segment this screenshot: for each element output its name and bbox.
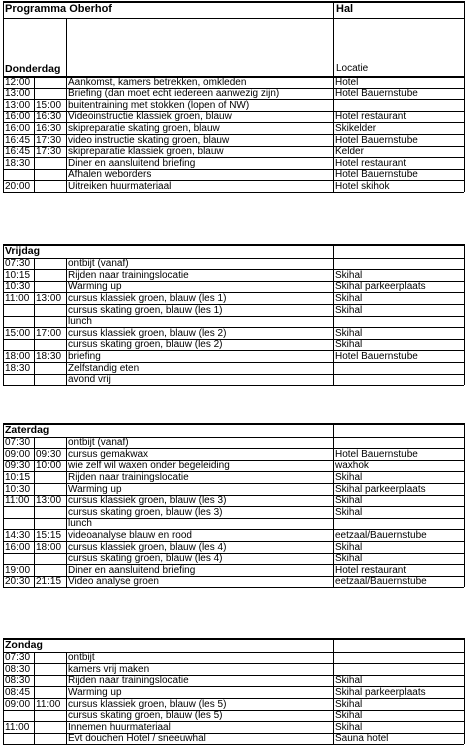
location-text: Hotel Bauernstube bbox=[335, 169, 418, 181]
start-time: 18:30 bbox=[5, 157, 31, 169]
location-text: Hotel Bauernstube bbox=[335, 350, 418, 362]
activity-text: cursus klassiek groen, blauw (les 1) bbox=[68, 292, 227, 304]
day-heading: Donderdag bbox=[5, 63, 61, 75]
locatie-label: Locatie bbox=[336, 63, 369, 74]
activity-text: Diner en aansluitend briefing bbox=[68, 157, 196, 169]
location-text: Skihal bbox=[335, 495, 363, 507]
location-text: Kelder bbox=[335, 146, 364, 158]
location-text: Skihal bbox=[335, 553, 363, 565]
end-time: 16:30 bbox=[36, 111, 62, 123]
end-time: 17:00 bbox=[36, 327, 62, 339]
start-time: 11:00 bbox=[5, 495, 30, 507]
activity-text: cursus klassiek groen, blauw (les 3) bbox=[68, 495, 227, 507]
end-time: 11:00 bbox=[36, 698, 61, 710]
activity-text: Zelfstandig eten bbox=[68, 362, 140, 374]
start-time: 09:00 bbox=[5, 448, 31, 460]
start-time: 16:00 bbox=[5, 111, 31, 123]
activity-text: cursus skating groen, blauw (les 2) bbox=[68, 339, 223, 351]
activity-text: Warming up bbox=[68, 483, 122, 495]
activity-text: wie zelf wil waxen onder begeleiding bbox=[68, 460, 230, 472]
activity-text: lunch bbox=[68, 518, 92, 530]
start-time: 10:15 bbox=[5, 269, 31, 281]
location-text: Hotel Bauernstube bbox=[335, 134, 418, 146]
activity-text: Afhalen weborders bbox=[68, 169, 152, 181]
activity-text: Uitreiken huurmateriaal bbox=[68, 180, 172, 192]
start-time: 09:30 bbox=[5, 460, 31, 472]
activity-text: cursus klassiek groen, blauw (les 4) bbox=[68, 541, 227, 553]
end-time: 17:30 bbox=[36, 146, 62, 158]
location-text: Hotel Bauernstube bbox=[335, 448, 418, 460]
location-text: Skihal bbox=[335, 721, 363, 733]
start-time: 11:00 bbox=[5, 292, 30, 304]
grid-vline bbox=[333, 423, 334, 437]
grid-vline bbox=[464, 638, 465, 652]
location-text: Skihal bbox=[335, 327, 363, 339]
activity-text: ontbijt bbox=[68, 652, 95, 664]
start-time: 10:30 bbox=[5, 483, 31, 495]
location-text: Skihal bbox=[335, 292, 363, 304]
program-title: Programma Oberhof bbox=[5, 3, 112, 15]
start-time: 07:30 bbox=[5, 652, 31, 664]
location-text: Sauna hotel bbox=[335, 733, 389, 745]
activity-text: Warming up bbox=[68, 281, 122, 293]
location-text: eetzaal/Bauernstube bbox=[335, 576, 427, 588]
start-time: 09:00 bbox=[5, 698, 31, 710]
location-text: Skihal bbox=[335, 304, 363, 316]
grid-vline bbox=[333, 638, 334, 652]
location-text: Hotel skihok bbox=[335, 180, 390, 192]
start-time: 11:00 bbox=[5, 721, 30, 733]
start-time: 08:30 bbox=[5, 663, 31, 675]
activity-text: kamers vrij maken bbox=[68, 663, 150, 675]
location-text: Skihal parkeerplaats bbox=[335, 281, 426, 293]
location-text: Hotel restaurant bbox=[335, 564, 407, 576]
end-time: 16:30 bbox=[36, 122, 62, 134]
end-time: 10:00 bbox=[36, 460, 62, 472]
location-text: Skihal bbox=[335, 269, 363, 281]
activity-text: Warming up bbox=[68, 686, 122, 698]
start-time: 19:00 bbox=[5, 564, 31, 576]
activity-text: cursus gemakwax bbox=[68, 448, 149, 460]
end-time: 21:15 bbox=[36, 576, 62, 588]
activity-text: ontbijt (vanaf) bbox=[68, 437, 129, 449]
grid-vline bbox=[464, 652, 465, 745]
end-time: 15:00 bbox=[36, 99, 62, 111]
start-time: 12:00 bbox=[5, 76, 31, 88]
start-time: 08:30 bbox=[5, 675, 31, 687]
start-time: 16:45 bbox=[5, 146, 31, 158]
grid-vline bbox=[333, 244, 334, 258]
location-text: Skihal bbox=[335, 471, 363, 483]
activity-text: cursus skating groen, blauw (les 3) bbox=[68, 506, 223, 518]
end-time: 09:30 bbox=[36, 448, 62, 460]
grid-vline bbox=[333, 1, 334, 76]
activity-text: Video analyse groen bbox=[68, 576, 159, 588]
activity-text: Evt douchen Hotel / sneeuwhal bbox=[68, 733, 206, 745]
start-time: 13:00 bbox=[5, 88, 31, 100]
grid-vline bbox=[333, 258, 334, 386]
location-column-header: Hal bbox=[336, 3, 354, 15]
activity-text: Videoinstructie klassiek groen, blauw bbox=[68, 111, 232, 123]
grid-vline bbox=[3, 423, 4, 437]
location-text: Skihal bbox=[335, 675, 363, 687]
activity-text: videoanalyse blauw en rood bbox=[68, 529, 192, 541]
activity-text: cursus klassiek groen, blauw (les 2) bbox=[68, 327, 227, 339]
start-time: 20:00 bbox=[5, 180, 31, 192]
location-text: Skihal bbox=[335, 698, 363, 710]
grid-vline bbox=[3, 244, 4, 258]
grid-vline bbox=[464, 437, 465, 588]
start-time: 20:30 bbox=[5, 576, 31, 588]
day-heading: Vrijdag bbox=[5, 245, 41, 257]
activity-text: ontbijt (vanaf) bbox=[68, 258, 129, 270]
location-text: Hotel bbox=[335, 76, 359, 88]
start-time: 10:30 bbox=[5, 281, 31, 293]
end-time: 17:30 bbox=[36, 134, 62, 146]
location-text: Skihal parkeerplaats bbox=[335, 686, 426, 698]
location-text: Skihal bbox=[335, 506, 363, 518]
location-text: Skikelder bbox=[335, 122, 377, 134]
location-text: Skihal bbox=[335, 541, 363, 553]
activity-text: briefing bbox=[68, 350, 101, 362]
grid-hline bbox=[3, 638, 464, 640]
start-time: 13:00 bbox=[5, 99, 31, 111]
grid-hline bbox=[3, 1, 464, 3]
start-time: 14:30 bbox=[5, 529, 31, 541]
end-time: 18:00 bbox=[36, 541, 62, 553]
activity-text: cursus klassiek groen, blauw (les 5) bbox=[68, 698, 227, 710]
location-text: Skihal bbox=[335, 710, 363, 722]
activity-text: skipreparatie klassiek groen, blauw bbox=[68, 146, 224, 158]
start-time: 16:00 bbox=[5, 122, 31, 134]
end-time: 15:15 bbox=[36, 529, 62, 541]
activity-text: cursus skating groen, blauw (les 5) bbox=[68, 710, 223, 722]
activity-text: cursus skating groen, blauw (les 1) bbox=[68, 304, 223, 316]
grid-vline bbox=[464, 423, 465, 437]
activity-text: avond vrij bbox=[68, 374, 111, 386]
activity-text: Innemen huurmateriaal bbox=[68, 721, 171, 733]
activity-text: cursus skating groen, blauw (les 4) bbox=[68, 553, 223, 565]
activity-text: Diner en aansluitend briefing bbox=[68, 564, 196, 576]
location-text: Skihal parkeerplaats bbox=[335, 483, 426, 495]
grid-hline bbox=[3, 18, 464, 19]
grid-vline bbox=[3, 1, 4, 76]
start-time: 16:45 bbox=[5, 134, 31, 146]
grid-hline bbox=[3, 244, 464, 246]
location-text: Hotel restaurant bbox=[335, 111, 407, 123]
activity-text: Aankomst, kamers betrekken, omkleden bbox=[68, 76, 247, 88]
day-heading: Zaterdag bbox=[5, 424, 50, 436]
grid-vline bbox=[464, 258, 465, 386]
grid-vline bbox=[3, 638, 4, 652]
location-text: Skihal bbox=[335, 339, 363, 351]
activity-text: Rijden naar trainingslocatie bbox=[68, 471, 189, 483]
end-time: 18:30 bbox=[36, 350, 62, 362]
grid-vline bbox=[66, 18, 67, 76]
activity-text: skipreparatie skating groen, blauw bbox=[68, 122, 220, 134]
start-time: 15:00 bbox=[5, 327, 31, 339]
location-text: eetzaal/Bauernstube bbox=[335, 529, 427, 541]
activity-text: Rijden naar trainingslocatie bbox=[68, 675, 189, 687]
grid-vline bbox=[464, 76, 465, 192]
start-time: 07:30 bbox=[5, 437, 31, 449]
start-time: 07:30 bbox=[5, 258, 31, 270]
start-time: 18:30 bbox=[5, 362, 31, 374]
grid-vline bbox=[3, 258, 4, 386]
activity-text: Briefing (dan moet echt iedereen aanwezig zijn) bbox=[68, 88, 280, 100]
grid-vline bbox=[66, 258, 67, 386]
start-time: 16:00 bbox=[5, 541, 31, 553]
activity-text: buitentraining met stokken (lopen of NW) bbox=[68, 99, 250, 111]
end-time: 13:00 bbox=[36, 292, 62, 304]
activity-text: lunch bbox=[68, 316, 92, 328]
location-text: waxhok bbox=[335, 460, 369, 472]
location-text: Hotel Bauernstube bbox=[335, 88, 418, 100]
start-time: 18:00 bbox=[5, 350, 31, 362]
activity-text: Rijden naar trainingslocatie bbox=[68, 269, 189, 281]
end-time: 13:00 bbox=[36, 495, 62, 507]
day-heading: Zondag bbox=[5, 639, 43, 651]
grid-vline bbox=[464, 244, 465, 258]
grid-vline bbox=[464, 1, 465, 76]
start-time: 10:15 bbox=[5, 471, 31, 483]
grid-hline bbox=[3, 423, 464, 425]
activity-text: video instructie skating groen, blauw bbox=[68, 134, 230, 146]
start-time: 08:45 bbox=[5, 686, 31, 698]
location-text: Hotel restaurant bbox=[335, 157, 407, 169]
